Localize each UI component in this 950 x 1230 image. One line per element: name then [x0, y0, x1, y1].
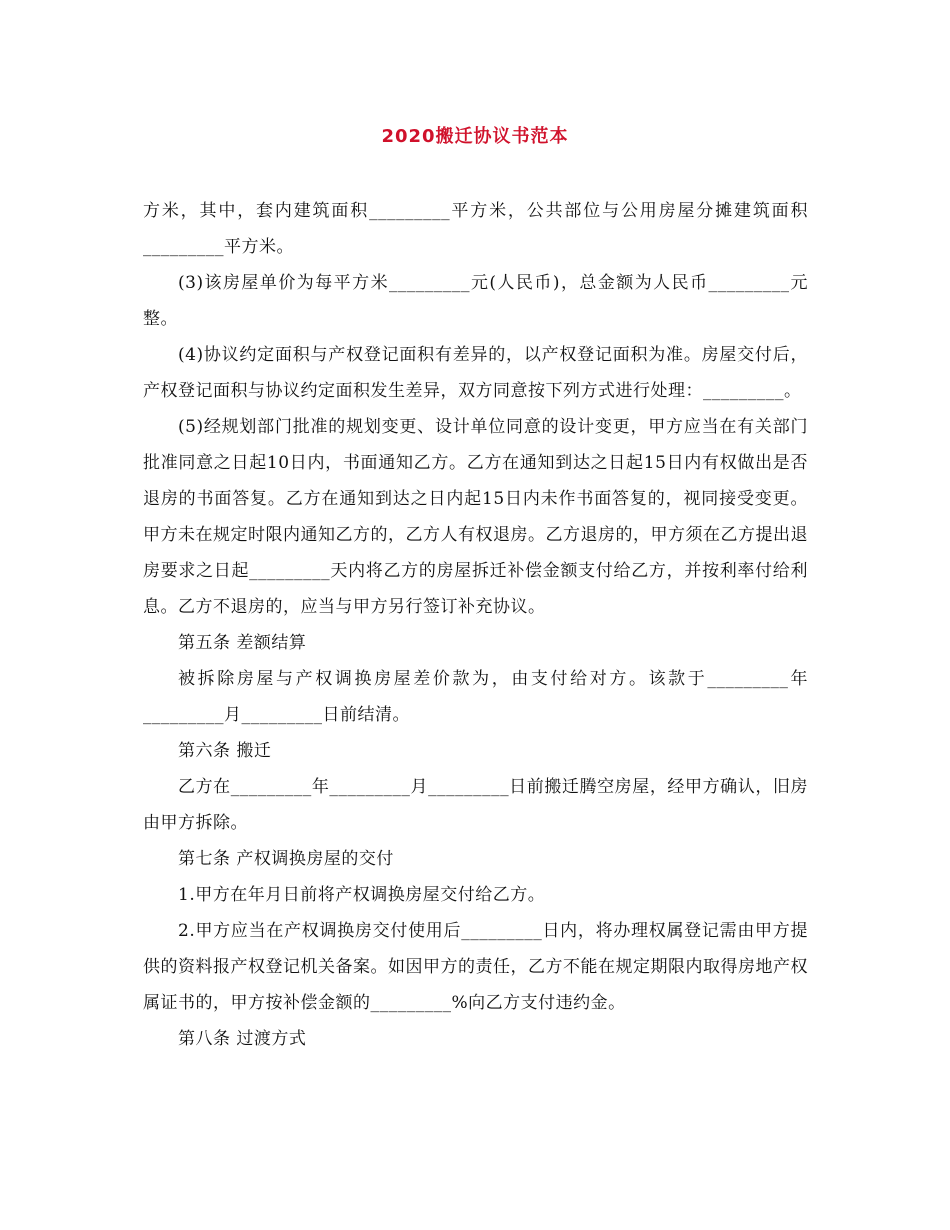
paragraph: 方米，其中，套内建筑面积_________平方米，公共部位与公用房屋分摊建筑面积_________平方米。 [143, 201, 808, 257]
paragraph: (3)该房屋单价为每平方米_________元(人民币)，总金额为人民币_________元整。 [143, 273, 808, 329]
paragraph: (4)协议约定面积与产权登记面积有差异的，以产权登记面积为准。房屋交付后，产权登记面积与协议约定面积发生差异，双方同意按下列方式进行处理：_________。 [143, 345, 808, 401]
document-body [143, 193, 808, 1057]
paragraph: 被拆除房屋与产权调换房屋差价款为，由支付给对方。该款于_________年_________月_________日前结清。 [143, 669, 808, 725]
section-heading: 第七条 产权调换房屋的交付 [178, 849, 394, 869]
document-title: 2020搬迁协议书范本 [381, 126, 569, 147]
paragraph: 乙方在_________年_________月_________日前搬迁腾空房屋，经甲方确认，旧房由甲方拆除。 [143, 777, 808, 833]
paragraph: 2.甲方应当在产权调换房交付使用后_________日内，将办理权属登记需由甲方提供的资料报产权登记机关备案。如因甲方的责任，乙方不能在规定期限内取得房地产权属证书的，甲方按补偿金额的_________%向乙方支付违约金。 [143, 921, 808, 1013]
paragraph: (5)经规划部门批准的规划变更、设计单位同意的设计变更，甲方应当在有关部门批准同意之日起10日内，书面通知乙方。乙方在通知到达之日起15日内有权做出是否退房的书面答复。乙方在通知到达之日内起15日内未作书面答复的，视同接受变更。甲方未在规定时限内通知乙方的，乙方人有权退房。乙方退房的，甲方须在乙方提出退房要求之日起_________天内将乙方的房屋拆迁补偿金额支付给乙方，并按利率付给利息。乙方不退房的，应当与甲方另行签订补充协议。 [143, 417, 808, 617]
section-heading: 第八条 过渡方式 [178, 1029, 307, 1049]
section-heading: 第六条 搬迁 [178, 741, 272, 761]
paragraph: 1.甲方在年月日前将产权调换房屋交付给乙方。 [178, 885, 546, 905]
section-heading: 第五条 差额结算 [178, 633, 307, 653]
